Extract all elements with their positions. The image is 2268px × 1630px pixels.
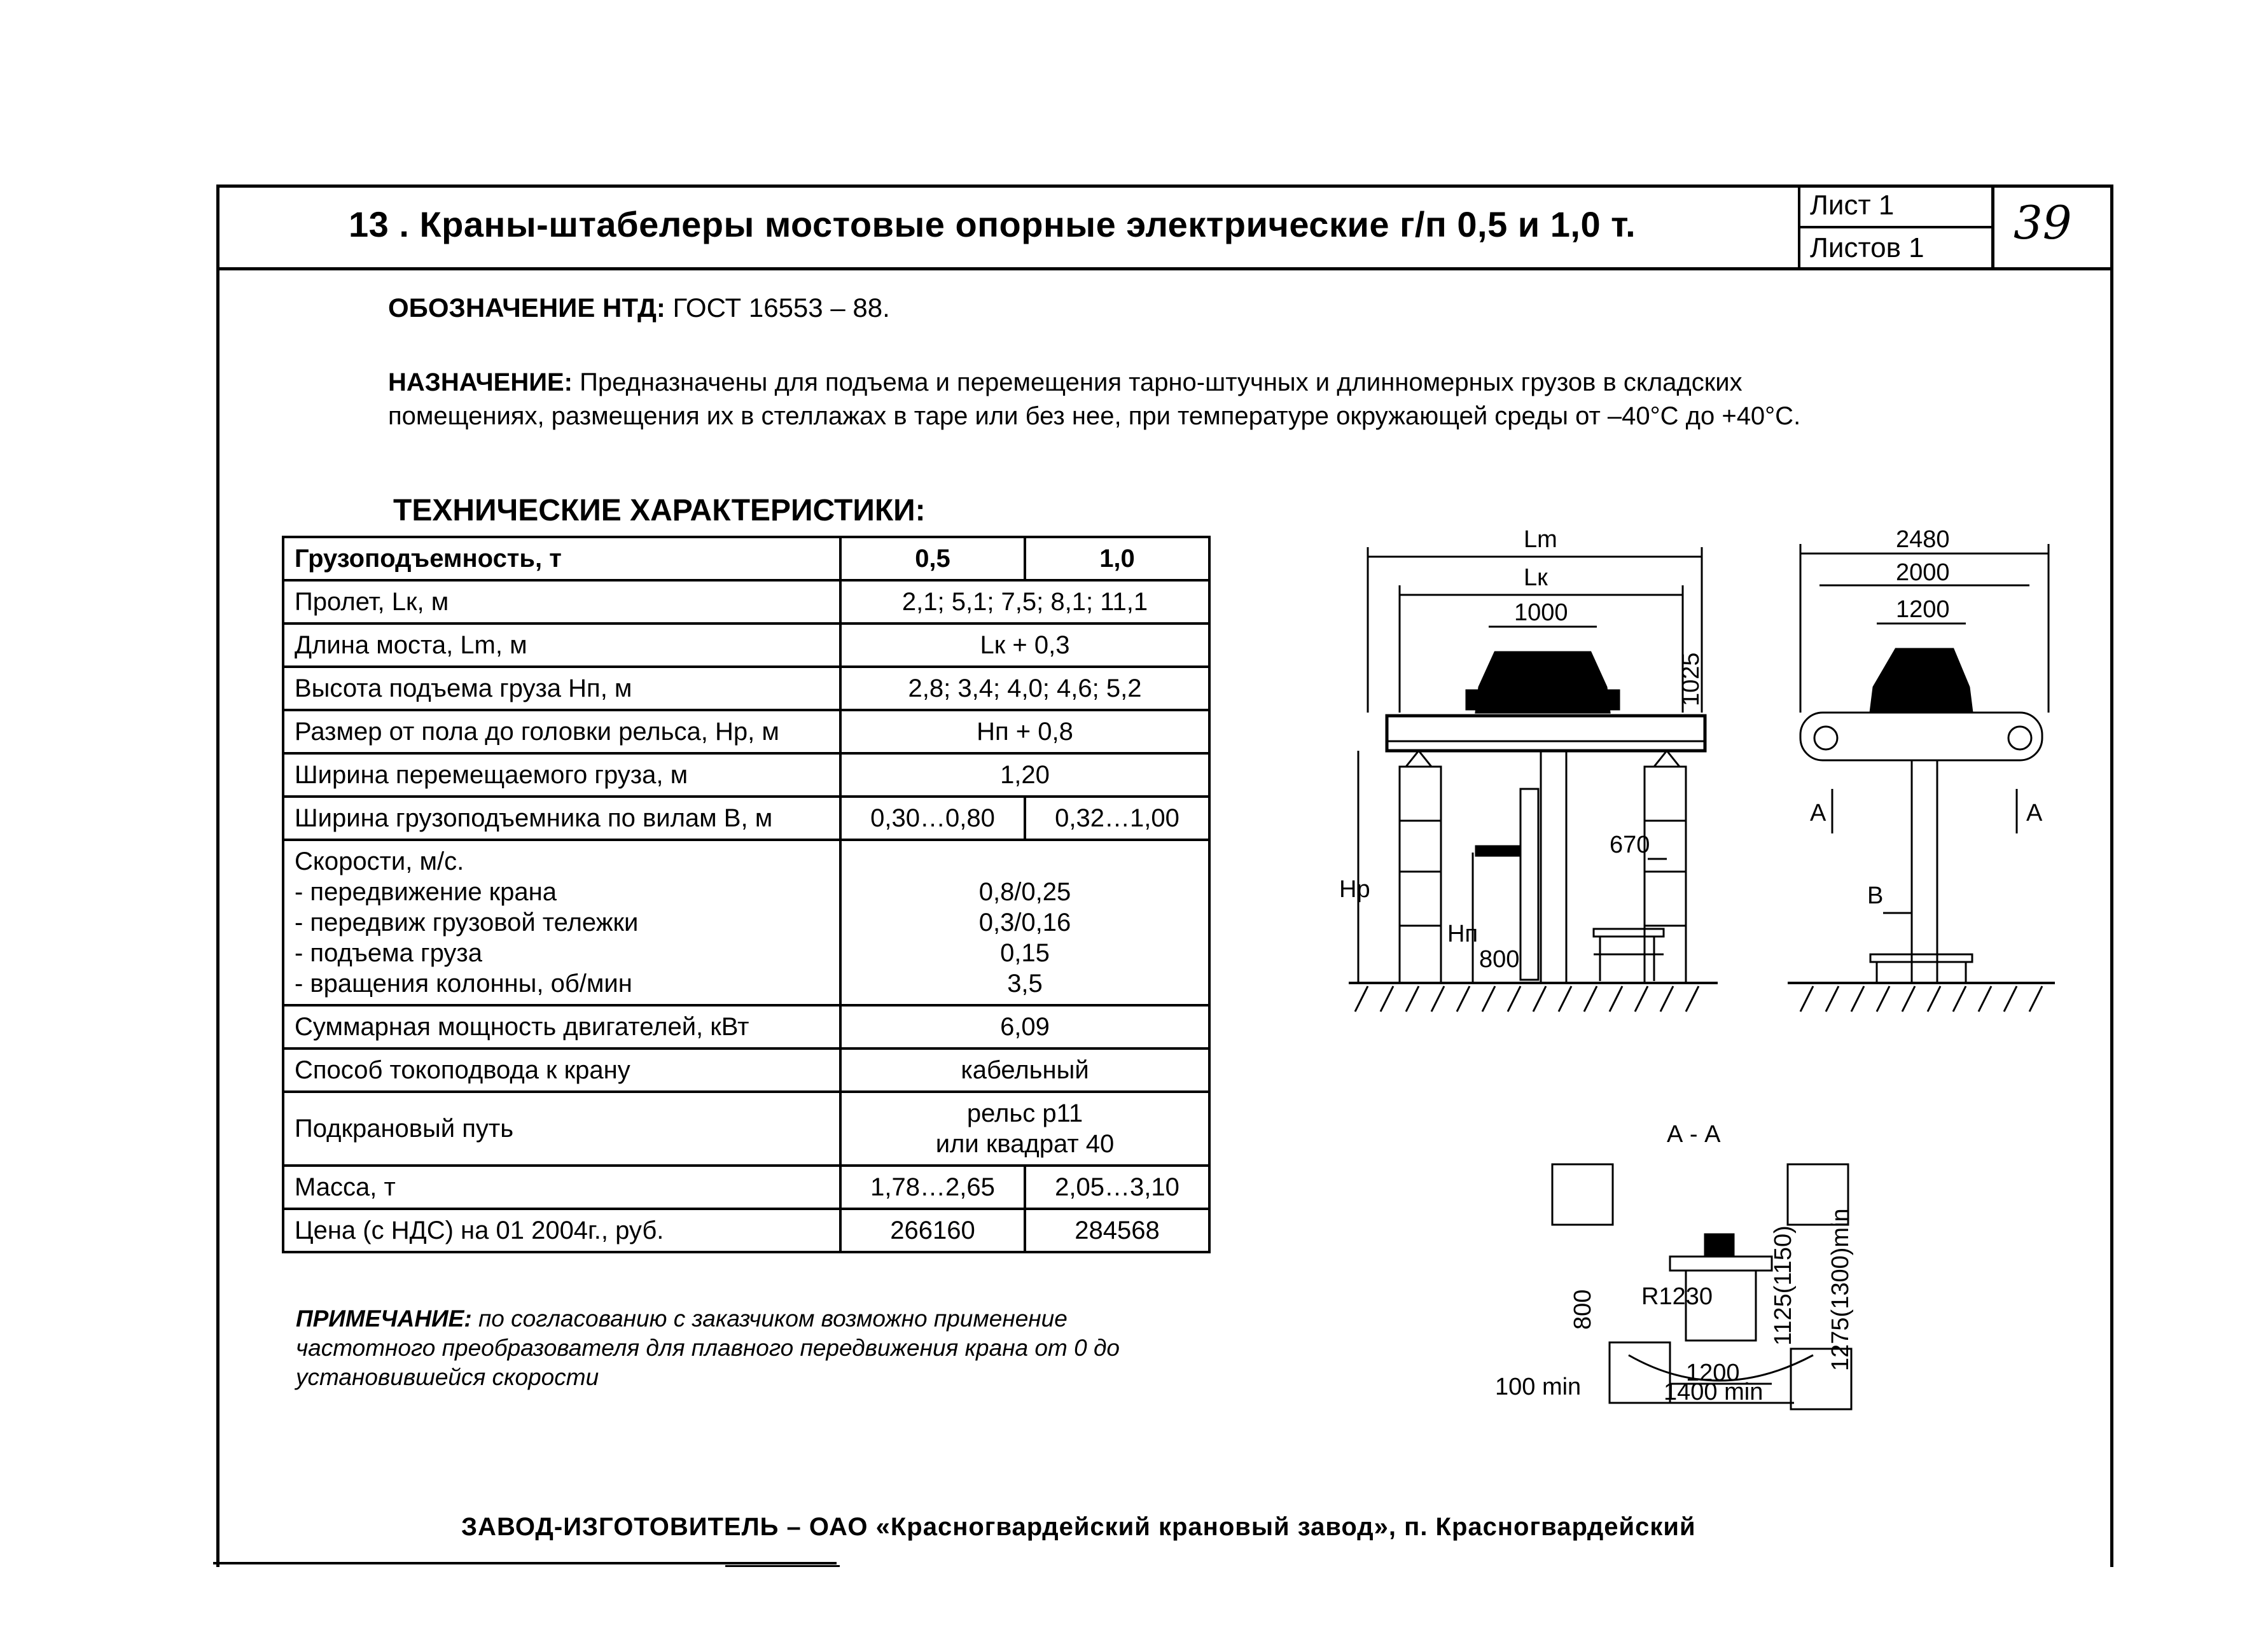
track-value	[840, 1092, 1209, 1166]
section-title: А - А	[1667, 1121, 1721, 1148]
sheets-total-label: Листов 1	[1810, 232, 1924, 263]
table-row	[283, 580, 1209, 623]
table-row	[283, 667, 1209, 710]
dim-hn: Нп	[1447, 921, 1478, 947]
speeds-values	[840, 840, 1209, 1005]
manufacturer-line: ЗАВОД-ИЗГОТОВИТЕЛЬ – ОАО «Красногвардейский крановый завод», п. Красногвардейский	[461, 1513, 1696, 1541]
note-paragraph	[296, 1304, 1212, 1392]
load-width-label: Ширина перемещаемого груза, м	[283, 753, 840, 797]
capacity-1-0: 1,0	[1025, 537, 1209, 580]
table-row	[283, 1166, 1209, 1209]
track-value-2: или квадрат 40	[935, 1130, 1115, 1158]
speeds-spacer	[852, 846, 1198, 877]
dim-1200: 1200	[1896, 596, 1950, 623]
dim-s1275: 1275(1300)min	[1827, 1208, 1854, 1371]
table-row	[283, 623, 1209, 667]
price-0-5: 266160	[840, 1209, 1025, 1252]
track-label: Подкрановый путь	[283, 1092, 840, 1166]
dim-lk: Lк	[1524, 564, 1548, 591]
price-label: Цена (с НДС) на 01 2004г., руб.	[283, 1209, 840, 1252]
dim-2480: 2480	[1896, 526, 1950, 553]
span-label: Пролет, Lк, м	[283, 580, 840, 623]
table-row	[283, 1209, 1209, 1252]
document-title: 13 . Краны-штабелеры мостовые опорные электрические г/п 0,5 и 1,0 т.	[349, 204, 1636, 244]
frame-bottom-line-2	[725, 1565, 840, 1567]
bridge-length-label: Длина моста, Lm, м	[283, 623, 840, 667]
purpose-label: НАЗНАЧЕНИЕ:	[388, 368, 573, 396]
dim-1000: 1000	[1514, 599, 1568, 626]
speed-lift-label: - подъема груза	[295, 939, 482, 967]
note-text: по согласованию с заказчиком возможно применение частотного преобразователя для плавного передвижения крана от 0 до установившейся скорости	[296, 1306, 1120, 1390]
table-row	[283, 1048, 1209, 1092]
ntd-line	[388, 293, 890, 323]
section-mark-left: А	[1810, 800, 1826, 826]
dim-2000: 2000	[1896, 559, 1950, 586]
section-mark-right: А	[2026, 800, 2043, 826]
frame-bottom-line	[213, 1562, 837, 1564]
speeds-title: Скорости, м/с.	[295, 847, 464, 875]
capacity-0-5: 0,5	[840, 537, 1025, 580]
rail-height-value: Нп + 0,8	[840, 710, 1209, 753]
table-row	[283, 1005, 1209, 1048]
lift-height-label: Высота подъема груза Нп, м	[283, 667, 840, 710]
dim-s1400: 1400 min	[1664, 1379, 1764, 1405]
speeds-label	[283, 840, 840, 1005]
speed-rotation-label: - вращения колонны, об/мин	[295, 970, 632, 998]
crane-drawing	[1311, 522, 2087, 1444]
power-label: Суммарная мощность двигателей, кВт	[283, 1005, 840, 1048]
table-row	[283, 537, 1209, 580]
fork-width-label: Ширина грузоподъемника по вилам В, м	[283, 797, 840, 840]
page-number: 39	[2014, 196, 2072, 249]
table-row	[283, 797, 1209, 840]
load-width-value: 1,20	[840, 753, 1209, 797]
dim-s1125: 1125(1150)	[1770, 1225, 1797, 1346]
dim-b: В	[1867, 882, 1884, 909]
sheet-label: Лист 1	[1810, 190, 1895, 221]
header-divider	[216, 267, 2110, 270]
specs-table	[282, 536, 1211, 1253]
fork-width-0-5: 0,30…0,80	[840, 797, 1025, 840]
purpose-text: Предназначены для подъема и перемещения тарно-штучных и длинномерных грузов в складских помещениях, размещения их в стеллажах в таре или без нее, при температуре окружающей среды от –40°С до +40°С.	[388, 368, 1801, 430]
dim-lm: Lm	[1524, 526, 1557, 553]
dim-hp: Нр	[1339, 876, 1370, 903]
mass-0-5: 1,78…2,65	[840, 1166, 1025, 1209]
supply-label: Способ токоподвода к крану	[283, 1048, 840, 1092]
speed-trolley-label: - передвиж грузовой тележки	[295, 909, 639, 937]
table-row	[283, 710, 1209, 753]
speed-lift-value: 0,15	[1000, 939, 1050, 967]
ntd-value: ГОСТ 16553 – 88.	[672, 293, 890, 323]
supply-value: кабельный	[840, 1048, 1209, 1092]
ntd-label: ОБОЗНАЧЕНИЕ НТД:	[388, 293, 665, 323]
track-value-1: рельс р11	[966, 1099, 1083, 1127]
dim-s800: 800	[1569, 1289, 1596, 1330]
span-value: 2,1; 5,1; 7,5; 8,1; 11,1	[840, 580, 1209, 623]
speed-trolley-value: 0,3/0,16	[978, 909, 1071, 937]
dim-s1200: 1200	[1686, 1360, 1740, 1386]
bridge-length-value: Lк + 0,3	[840, 623, 1209, 667]
table-row	[283, 1092, 1209, 1166]
rail-height-label: Размер от пола до головки рельса, Нр, м	[283, 710, 840, 753]
dim-r: R1230	[1641, 1283, 1713, 1310]
purpose-paragraph	[388, 366, 1877, 433]
speed-rotation-value: 3,5	[1007, 970, 1043, 998]
table-row	[283, 753, 1209, 797]
mass-1-0: 2,05…3,10	[1025, 1166, 1209, 1209]
speed-crane-label: - передвижение крана	[295, 878, 557, 906]
dim-800: 800	[1479, 946, 1520, 973]
table-row	[283, 840, 1209, 1005]
lift-height-value: 2,8; 3,4; 4,0; 4,6; 5,2	[840, 667, 1209, 710]
dim-1025: 1025	[1678, 652, 1704, 706]
speed-crane-value: 0,8/0,25	[978, 878, 1071, 906]
power-value: 6,09	[840, 1005, 1209, 1048]
tech-heading: ТЕХНИЧЕСКИЕ ХАРАКТЕРИСТИКИ:	[393, 494, 926, 527]
capacity-label: Грузоподъемность, т	[283, 537, 840, 580]
price-1-0: 284568	[1025, 1209, 1209, 1252]
note-label: ПРИМЕЧАНИЕ:	[296, 1306, 472, 1332]
fork-width-1-0: 0,32…1,00	[1025, 797, 1209, 840]
sheet-info-divider	[1798, 226, 1992, 228]
dim-670: 670	[1610, 832, 1650, 858]
dim-s100: 100 min	[1495, 1374, 1582, 1400]
mass-label: Масса, т	[283, 1166, 840, 1209]
